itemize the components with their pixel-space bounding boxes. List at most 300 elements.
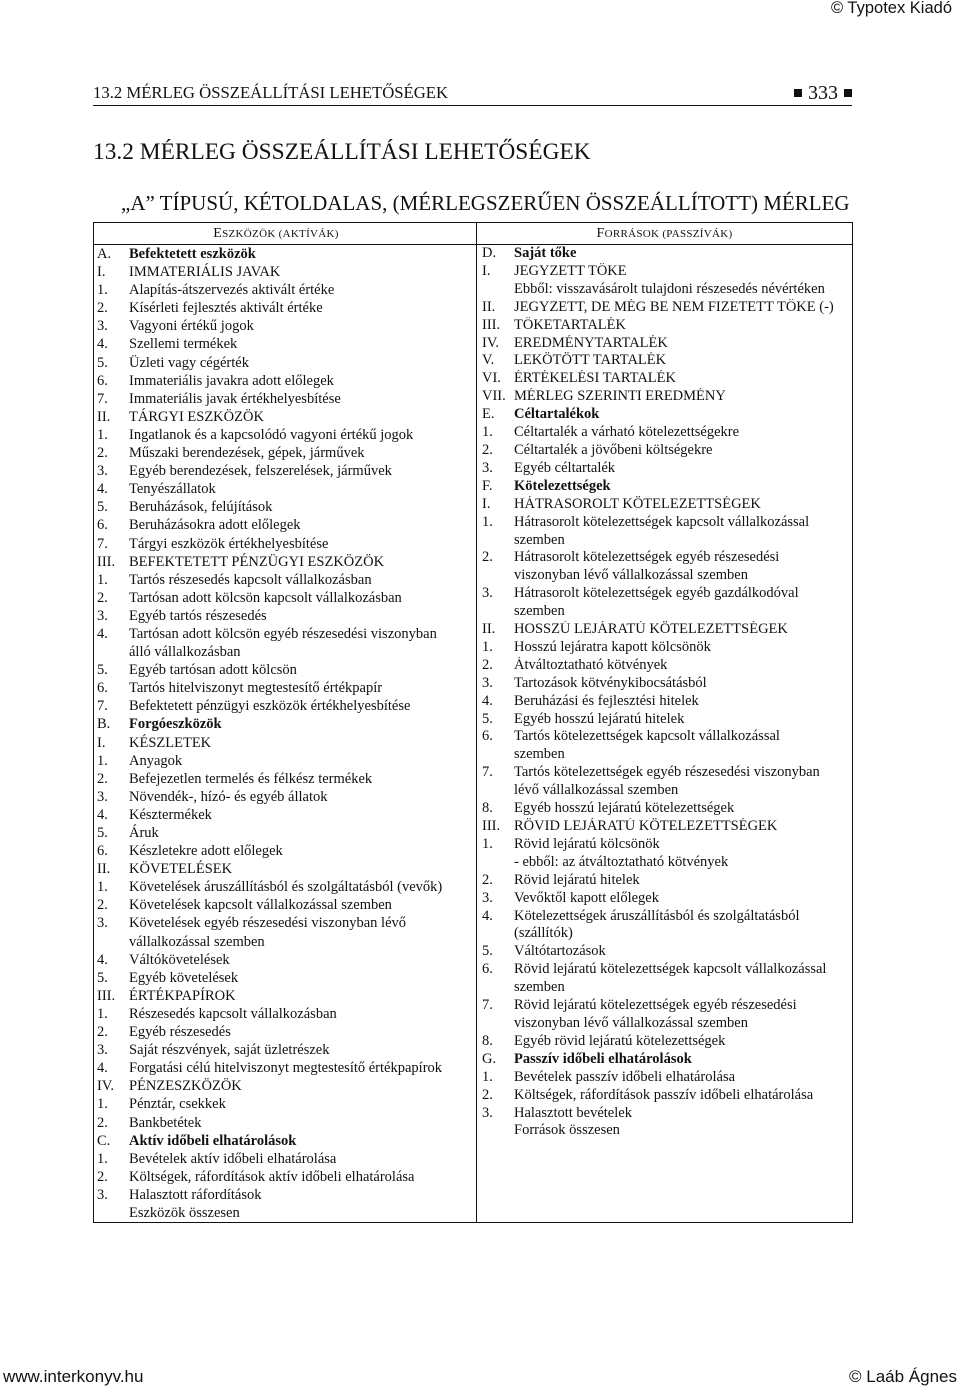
line-item (97, 607, 476, 625)
line-item (97, 969, 476, 987)
row-text-line: PÉNZESZKÖZÖK (129, 1078, 242, 1095)
line-item (97, 1150, 476, 1168)
row-text (514, 818, 852, 836)
row-number: 1. (97, 879, 108, 896)
row-number: 5. (97, 354, 108, 371)
line-item (97, 1005, 476, 1023)
line-item (97, 752, 476, 770)
group-heading (482, 245, 852, 263)
line-item (97, 516, 476, 534)
row-text-line: JEGYZETT TŐKE (514, 262, 627, 279)
row-text-line: Rövid lejáratú kötelezettségek egyéb részesedési (514, 997, 797, 1014)
row-text-line: Beruházások, felújítások (129, 499, 273, 516)
row-text-line: Áruk (129, 825, 159, 841)
row-text-line: szemben (514, 603, 565, 620)
row-text-line: MÉRLEG SZERINTI EREDMÉNY (514, 388, 726, 405)
row-number: 6. (97, 680, 108, 697)
row-text (514, 693, 852, 711)
row-text (514, 370, 852, 388)
row-text (514, 1122, 852, 1140)
row-text (514, 281, 852, 299)
row-text (129, 1168, 476, 1186)
row-number: III. (97, 553, 116, 570)
row-text (514, 872, 852, 890)
line-item (97, 335, 476, 353)
total-row (97, 1204, 476, 1222)
row-text-line: Tartós hitelviszonyt megtestesítő értékpapír (129, 680, 383, 697)
section-heading (97, 734, 476, 752)
section-heading (97, 408, 476, 426)
line-item (482, 675, 852, 693)
row-text (129, 372, 476, 390)
row-text-line: Forgóeszközök (129, 716, 222, 733)
row-text-line: Váltókövetelések (129, 951, 230, 968)
row-number: G. (482, 1050, 497, 1067)
row-text (514, 549, 852, 585)
row-text-line: Követelések kapcsolt vállalkozással szemben (129, 897, 392, 914)
row-text-line: Egyéb követelések (129, 969, 239, 986)
row-text-line: Tartós kötelezettségek egyéb részesedési viszonyban (514, 764, 820, 781)
line-item (97, 589, 476, 607)
row-text-line: Vevőktől kapott előlegek (514, 889, 659, 906)
row-text (514, 764, 852, 800)
row-text (129, 987, 476, 1005)
section-heading (482, 317, 852, 335)
line-item (97, 951, 476, 969)
row-text-line: Források összesen (514, 1122, 620, 1139)
line-item (482, 549, 852, 585)
row-number: 6. (97, 517, 108, 534)
row-text (129, 661, 476, 679)
row-number: E. (482, 406, 495, 423)
footer-copyright: © Laáb Ágnes (849, 1367, 957, 1386)
row-text-line: Befektetett pénzügyi eszközök értékhelyesbítése (129, 698, 411, 715)
balance-sheet-table (93, 222, 853, 1223)
row-text (129, 1005, 476, 1023)
row-number: C. (97, 1132, 111, 1149)
row-text-line: ÉRTÉKELÉSI TARTALÉK (514, 370, 676, 387)
line-item (97, 299, 476, 317)
row-number: 3. (97, 788, 108, 805)
row-number: 1. (482, 835, 493, 852)
publisher-notice: © Typotex Kiadó (830, 0, 952, 17)
line-item (97, 1041, 476, 1059)
line-item (97, 498, 476, 516)
line-item (97, 842, 476, 860)
line-item (97, 281, 476, 299)
line-item (482, 424, 852, 442)
row-text-line: EREDMÉNYTARTALÉK (514, 334, 668, 351)
row-text (514, 800, 852, 818)
row-text-line: Hátrasorolt kötelezettségek kapcsolt vállalkozással (514, 513, 810, 530)
row-number (97, 1204, 129, 1222)
row-text-line: Ingatlanok és a kapcsolódó vagyoni értékű jogok (129, 426, 414, 443)
row-number: I. (482, 262, 491, 279)
line-item (97, 1059, 476, 1077)
row-number: 7. (482, 764, 493, 781)
row-text (129, 914, 476, 950)
row-number: III. (482, 818, 501, 834)
row-number: 5. (482, 943, 493, 960)
row-number: III. (482, 316, 501, 333)
row-text (514, 961, 852, 997)
row-text-line: Aktív időbeli elhatárolások (129, 1132, 297, 1149)
assets-heading: ESZKÖZÖK (AKTÍVÁK) (213, 225, 339, 241)
row-text (129, 715, 476, 733)
row-text (129, 354, 476, 372)
line-item (97, 535, 476, 553)
line-item (97, 914, 476, 950)
row-text (514, 317, 852, 335)
section-heading (482, 496, 852, 514)
row-number: 3. (97, 318, 108, 335)
row-text-line: szemben (514, 746, 565, 763)
row-number: IV. (482, 334, 500, 351)
line-item (97, 806, 476, 824)
group-heading (482, 406, 852, 424)
row-text-line: KÖVETELÉSEK (129, 861, 233, 878)
line-item (482, 1105, 852, 1123)
line-item (482, 1087, 852, 1105)
row-text (514, 406, 852, 424)
row-text-line: Eszközök összesen (129, 1204, 240, 1221)
line-item (482, 836, 852, 872)
line-item (97, 788, 476, 806)
row-text (129, 1150, 476, 1168)
row-text-line: Hosszú lejáratra kapott kölcsönök (514, 638, 711, 655)
line-item (482, 1033, 852, 1051)
line-item (482, 657, 852, 675)
row-text (129, 734, 476, 752)
row-text-line: Kötelezettségek (514, 477, 611, 494)
row-number: II. (97, 861, 111, 878)
page-number-mark (794, 82, 852, 104)
row-number: 4. (482, 907, 493, 924)
row-text (129, 896, 476, 914)
row-text-line: álló vállalkozásban (129, 644, 241, 661)
row-text (129, 1095, 476, 1113)
row-text-line: szemben (514, 979, 565, 996)
row-text (129, 245, 476, 263)
line-item (482, 585, 852, 621)
line-item (482, 711, 852, 729)
row-text (514, 460, 852, 478)
row-text-line: Egyéb hosszú lejáratú kötelezettségek (514, 800, 735, 817)
line-item (482, 728, 852, 764)
line-item (97, 625, 476, 661)
row-text-line: Saját tőke (514, 245, 577, 261)
row-text (129, 408, 476, 426)
line-item (482, 961, 852, 997)
row-text-line: (szállítók) (514, 925, 573, 942)
row-number: 3. (97, 463, 108, 480)
line-item (482, 872, 852, 890)
line-item (97, 1186, 476, 1204)
section-heading (482, 352, 852, 370)
section-heading (482, 388, 852, 406)
row-number: 2. (97, 1024, 108, 1041)
row-number: 1. (97, 571, 108, 588)
line-item (482, 1069, 852, 1087)
row-number: 4. (97, 1060, 108, 1077)
section-heading (482, 299, 852, 317)
section-heading (482, 621, 852, 639)
row-text (514, 299, 852, 317)
row-number: 5. (97, 499, 108, 516)
row-number: I. (97, 264, 106, 281)
row-number: 8. (482, 800, 493, 817)
line-item (482, 997, 852, 1033)
page-number: 333 (808, 82, 838, 104)
row-number: 2. (482, 441, 493, 458)
row-text (129, 1186, 476, 1204)
row-text (129, 281, 476, 299)
row-number: 2. (482, 871, 493, 888)
square-bullet-icon (844, 89, 852, 97)
row-number: 1. (482, 1068, 493, 1085)
row-text-line: Tárgyi eszközök értékhelyesbítése (129, 535, 329, 552)
row-text (129, 299, 476, 317)
row-number: 4. (97, 806, 108, 823)
balance-sheet-body (94, 245, 852, 1222)
row-number: VI. (482, 370, 501, 387)
row-number (482, 1122, 514, 1140)
row-text-line: Rövid lejáratú kölcsönök (514, 835, 660, 852)
row-number: 2. (97, 770, 108, 787)
row-text-line: BEFEKTETETT PÉNZÜGYI ESZKÖZÖK (129, 553, 385, 570)
row-text-line: szemben (514, 531, 565, 548)
row-text (514, 711, 852, 729)
row-text-line: Egyéb céltartalék (514, 459, 616, 476)
total-row (482, 1122, 852, 1140)
line-item (97, 571, 476, 589)
row-number: III. (97, 987, 116, 1004)
footer-website-link[interactable]: www.interkonyv.hu (3, 1367, 144, 1386)
row-text (514, 514, 852, 550)
running-header-section: 13.2 MÉRLEG ÖSSZEÁLLÍTÁSI LEHETŐSÉGEK (93, 83, 449, 102)
row-text (514, 424, 852, 442)
row-text (129, 535, 476, 553)
row-text-line: Műszaki berendezések, gépek, járművek (129, 445, 365, 462)
row-number: D. (482, 245, 497, 261)
row-number: 6. (482, 961, 493, 978)
row-number: 2. (97, 589, 108, 606)
line-item (97, 1168, 476, 1186)
row-text-line: - ebből: az átváltoztatható kötvények (514, 853, 729, 870)
section-heading (97, 860, 476, 878)
row-text (129, 1077, 476, 1095)
row-text-line: Tenyészállatok (129, 481, 216, 498)
row-text-line: Tartós részesedés kapcsolt vállalkozásban (129, 571, 372, 588)
row-text-line: Pénztár, csekkek (129, 1096, 226, 1113)
line-item (97, 444, 476, 462)
line-item (97, 1114, 476, 1132)
row-number: 6. (482, 728, 493, 745)
row-text-line: Kísérleti fejlesztés aktivált értéke (129, 300, 323, 317)
row-text (514, 388, 852, 406)
row-number: 5. (97, 969, 108, 986)
row-text (129, 824, 476, 842)
row-text (129, 426, 476, 444)
row-number: 6. (97, 372, 108, 389)
row-text (129, 390, 476, 408)
row-number: 1. (97, 1005, 108, 1022)
row-text-line: Céltartalék a jövőbeni költségekre (514, 441, 713, 458)
row-text (129, 1041, 476, 1059)
row-number: II. (97, 408, 111, 425)
row-text-line: Tartozások kötvénykibocsátásból (514, 674, 707, 691)
row-number: 4. (97, 336, 108, 353)
row-text-line: Egyéb tartósan adott kölcsön (129, 662, 297, 679)
square-bullet-icon (794, 89, 802, 97)
line-item (97, 697, 476, 715)
row-text-line: Rövid lejáratú hitelek (514, 871, 640, 888)
section-heading (482, 818, 852, 836)
line-item (97, 824, 476, 842)
section-heading (482, 263, 852, 281)
row-text-line: TŐKETARTALÉK (514, 316, 626, 333)
row-text-line: KÉSZLETEK (129, 734, 212, 751)
row-text-line: Ebből: visszavásárolt tulajdoni részesedés névértéken (514, 280, 825, 297)
row-number: 2. (97, 1114, 108, 1131)
row-text-line: HÁTRASOROLT KÖTELEZETTSÉGEK (514, 495, 761, 512)
row-text-line: Passzív időbeli elhatárolások (514, 1050, 692, 1067)
section-heading (97, 263, 476, 281)
row-text (129, 607, 476, 625)
row-text (129, 788, 476, 806)
row-text (129, 444, 476, 462)
row-text-line: lévő vállalkozással szemben (514, 782, 679, 799)
row-number: 1. (97, 1150, 108, 1167)
row-number: 7. (97, 535, 108, 552)
line-item (482, 800, 852, 818)
section-heading (97, 553, 476, 571)
row-number: 8. (482, 1032, 493, 1049)
row-text-line: JEGYZETT, DE MÉG BE NEM FIZETETT TŐKE (-) (514, 298, 834, 315)
row-text (514, 621, 852, 639)
line-item (97, 896, 476, 914)
row-text-line: Szellemi termékek (129, 336, 238, 353)
row-text-line: Tartósan adott kölcsön kapcsolt vállalkozásban (129, 589, 402, 606)
liabilities-heading: FORRÁSOK (PASSZÍVÁK) (596, 225, 733, 241)
row-number: 4. (97, 625, 108, 642)
row-text (514, 997, 852, 1033)
row-text (129, 317, 476, 335)
row-text (129, 498, 476, 516)
row-number: 4. (97, 951, 108, 968)
row-text-line: Beruházásokra adott előlegek (129, 517, 301, 534)
row-number: II. (482, 298, 496, 315)
row-number: II. (482, 621, 496, 638)
row-number: 1. (97, 1096, 108, 1113)
row-number: 5. (482, 710, 493, 727)
line-item (97, 372, 476, 390)
row-text-line: Forgatási célú hitelviszonyt megtestesítő értékpapírok (129, 1060, 443, 1077)
line-item (482, 460, 852, 478)
line-item (97, 480, 476, 498)
line-item (97, 462, 476, 480)
row-text (129, 516, 476, 534)
group-heading (97, 245, 476, 263)
row-text (129, 1059, 476, 1077)
row-text-line: vállalkozással szemben (129, 933, 265, 950)
row-text-line: Céltartalékok (514, 406, 600, 423)
line-item (482, 442, 852, 460)
row-number: 3. (482, 889, 493, 906)
line-item (482, 281, 852, 299)
row-text-line: Hátrasorolt kötelezettségek egyéb részesedési (514, 549, 780, 566)
line-item (482, 890, 852, 908)
line-item (97, 1095, 476, 1113)
row-text-line: Hátrasorolt kötelezettségek egyéb gazdálkodóval (514, 585, 799, 602)
row-number: 6. (97, 843, 108, 860)
row-text-line: Halasztott ráfordítások (129, 1186, 262, 1203)
row-text-line: Bevételek aktív időbeli elhatárolása (129, 1150, 337, 1167)
row-text (129, 571, 476, 589)
row-text-line: Kötelezettségek áruszállításból és szolgáltatásból (514, 907, 800, 924)
row-text-line: IMMATERIÁLIS JAVAK (129, 264, 281, 281)
row-number: 3. (482, 585, 493, 602)
running-header (93, 81, 852, 106)
row-number: 1. (97, 282, 108, 299)
section-title: 13.2 MÉRLEG ÖSSZEÁLLÍTÁSI LEHETŐSÉGEK (93, 139, 591, 165)
row-text-line: Céltartalék a várható kötelezettségekre (514, 424, 740, 441)
line-item (97, 770, 476, 788)
row-number: 2. (97, 300, 108, 317)
row-text (129, 842, 476, 860)
assets-column (94, 245, 477, 1222)
row-text-line: Rövid lejáratú kötelezettségek kapcsolt vállalkozással (514, 961, 827, 978)
line-item (97, 354, 476, 372)
row-number: 1. (97, 752, 108, 769)
row-text-line: Költségek, ráfordítások aktív időbeli elhatárolása (129, 1168, 415, 1185)
row-text (514, 1105, 852, 1123)
row-number: 2. (482, 656, 493, 673)
row-number: F. (482, 477, 493, 494)
row-text (129, 752, 476, 770)
row-text-line: ÉRTÉKPAPÍROK (129, 987, 236, 1004)
row-number: 5. (97, 825, 108, 841)
row-text (514, 890, 852, 908)
balance-sheet-title: „A” TÍPUSÚ, KÉTOLDALAS, (MÉRLEGSZERŰEN ÖSSZEÁLLÍTOTT) MÉRLEG (121, 191, 850, 215)
group-heading (97, 715, 476, 733)
row-number: 3. (97, 915, 108, 932)
row-text-line: Saját részvények, saját üzletrészek (129, 1042, 330, 1059)
row-text (129, 625, 476, 661)
row-text (514, 263, 852, 281)
balance-sheet-header-row (94, 223, 852, 245)
line-item (482, 514, 852, 550)
line-item (97, 878, 476, 896)
row-text-line: Egyéb berendezések, felszerelések, járművek (129, 463, 392, 480)
line-item (482, 693, 852, 711)
row-number: V. (482, 352, 495, 369)
row-number: 3. (482, 459, 493, 476)
row-text-line: Befejezetlen termelés és félkész termékek (129, 770, 373, 787)
row-text (129, 553, 476, 571)
row-text-line: Tartós kötelezettségek kapcsolt vállalkozással (514, 728, 780, 745)
row-text (514, 585, 852, 621)
row-number: IV. (97, 1078, 115, 1095)
row-text (129, 263, 476, 281)
row-text (514, 1087, 852, 1105)
group-heading (97, 1132, 476, 1150)
row-number: 1. (482, 513, 493, 530)
row-text (129, 335, 476, 353)
section-heading (97, 1077, 476, 1095)
row-text (514, 728, 852, 764)
row-text-line: viszonyban lévő vállalkozással szemben (514, 1014, 748, 1031)
